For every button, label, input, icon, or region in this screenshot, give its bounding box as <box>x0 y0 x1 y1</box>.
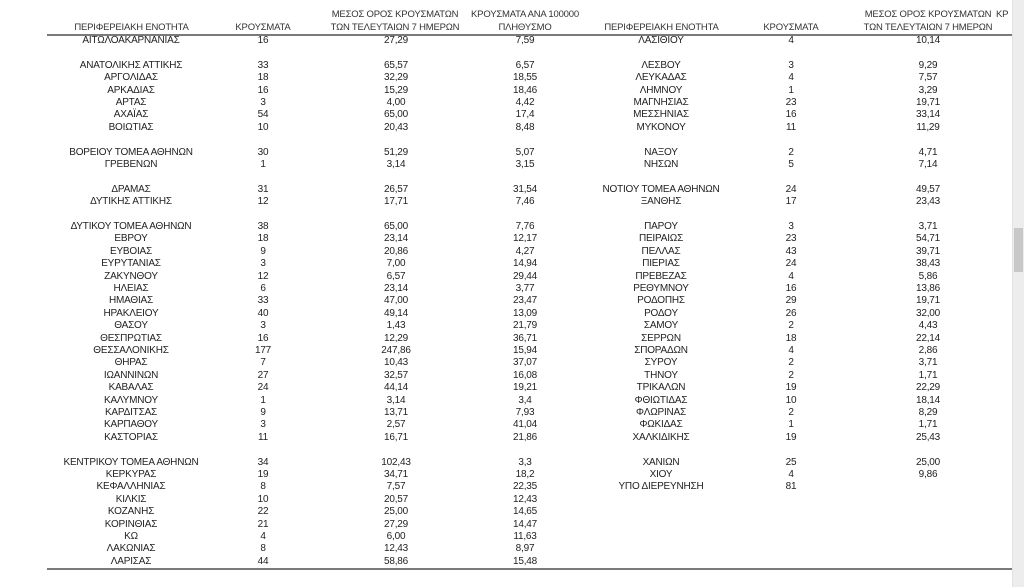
cell-avg7: 11,29 <box>916 121 940 133</box>
cell-region: ΕΥΒΟΙΑΣ <box>109 245 153 257</box>
cell-per100k: 6,57 <box>515 59 535 71</box>
cell-cases: 24 <box>785 258 797 270</box>
cell-cases: 16 <box>785 283 797 294</box>
cell-cases: 9 <box>260 407 266 418</box>
cell-avg7: 6,00 <box>386 531 406 542</box>
cell-avg7: 47,00 <box>383 295 409 307</box>
cell-per100k: 18,2 <box>515 469 535 480</box>
cell-avg7: 38,43 <box>915 258 941 270</box>
cell-cases: 21 <box>257 518 269 530</box>
cell-cases: 3 <box>788 221 794 232</box>
cell-region: ΚΑΒΑΛΑΣ <box>108 382 154 394</box>
cell-region: ΑΝΑΤΟΛΙΚΗΣ ΑΤΤΙΚΗΣ <box>79 59 183 71</box>
cell-region: ΝΗΣΩΝ <box>643 159 679 170</box>
cell-region: ΜΥΚΟΝΟΥ <box>636 121 686 133</box>
cell-region: ΗΛΕΙΑΣ <box>113 283 149 294</box>
cell-avg7: 32,29 <box>383 72 409 84</box>
header-per100k-line2: ΠΛΗΘΥΣΜΟ <box>498 22 552 33</box>
cell-avg7: 6,57 <box>386 270 406 282</box>
cell-cases: 2 <box>788 320 794 332</box>
cell-avg7: 4,71 <box>918 146 938 158</box>
cell-region: ΜΕΣΣΗΝΙΑΣ <box>633 109 689 121</box>
cell-cases: 16 <box>257 35 269 46</box>
cell-region: ΜΑΓΝΗΣΙΑΣ <box>633 97 689 108</box>
cell-cases: 177 <box>254 345 272 356</box>
cell-cases: 7 <box>260 357 266 369</box>
cell-avg7: 102,43 <box>381 456 411 468</box>
header-avg7-right-line1: ΜΕΣΟΣ ΟΡΟΣ ΚΡΟΥΣΜΑΤΩΝ <box>864 9 992 20</box>
cell-region: ΑΧΑΪΑΣ <box>113 109 149 121</box>
cell-cases: 18 <box>257 72 269 84</box>
cell-cases: 33 <box>257 295 269 307</box>
header-avg7-line2: ΤΩΝ ΤΕΛΕΥΤΑΙΩΝ 7 ΗΜΕΡΩΝ <box>330 22 460 33</box>
cell-avg7: 2,86 <box>918 345 938 356</box>
cell-cases: 11 <box>258 431 268 443</box>
cell-avg7: 247,86 <box>381 345 411 356</box>
cell-cases: 29 <box>785 295 797 307</box>
cell-avg7: 7,00 <box>386 258 406 270</box>
cell-per100k: 15,94 <box>512 345 538 356</box>
cell-cases: 4 <box>788 270 794 282</box>
cell-avg7: 12,43 <box>383 543 409 555</box>
cell-region: ΔΡΑΜΑΣ <box>111 183 151 195</box>
cell-avg7: 27,29 <box>383 518 409 530</box>
cell-per100k: 4,27 <box>515 245 535 257</box>
cell-region: ΛΑΚΩΝΙΑΣ <box>106 543 156 555</box>
cell-region: ΘΗΡΑΣ <box>114 357 148 369</box>
cell-cases: 2 <box>788 369 794 381</box>
cell-region: ΛΕΥΚΑΔΑΣ <box>635 72 687 84</box>
cell-cases: 19 <box>785 382 797 394</box>
cell-region: ΚΑΡΠΑΘΟΥ <box>104 419 158 431</box>
cell-avg7: 7,57 <box>918 72 938 84</box>
cell-cases: 12 <box>257 196 269 208</box>
cell-per100k: 14,65 <box>512 506 538 518</box>
cell-avg7: 25,43 <box>915 431 941 443</box>
cell-avg7: 4,00 <box>386 97 406 108</box>
cell-cases: 34 <box>257 456 269 468</box>
cell-per100k: 22,35 <box>512 481 538 493</box>
cell-per100k: 4,42 <box>515 97 535 108</box>
cell-region: ΔΥΤΙΚΗΣ ΑΤΤΙΚΗΣ <box>90 196 172 208</box>
cell-cases: 2 <box>788 407 794 418</box>
cell-avg7: 22,29 <box>915 382 941 394</box>
cell-per100k: 8,97 <box>515 543 535 555</box>
cell-region: ΔΥΤΙΚΟΥ ΤΟΜΕΑ ΑΘΗΝΩΝ <box>70 221 192 232</box>
cell-region: ΒΟΡΕΙΟΥ ΤΟΜΕΑ ΑΘΗΝΩΝ <box>69 146 193 158</box>
cell-region: ΚΙΛΚΙΣ <box>115 493 147 505</box>
cell-cases: 4 <box>788 345 794 356</box>
cell-avg7: 20,57 <box>383 493 409 505</box>
cell-per100k: 37,07 <box>512 357 538 369</box>
cell-per100k: 18,55 <box>512 72 538 84</box>
cell-avg7: 22,14 <box>915 332 941 344</box>
cell-region: ΑΙΤΩΛΟΑΚΑΡΝΑΝΙΑΣ <box>82 35 180 46</box>
cell-region: ΠΕΛΛΑΣ <box>641 245 681 257</box>
cell-region: ΣΥΡΟΥ <box>644 357 678 369</box>
cell-region: ΣΠΟΡΑΔΩΝ <box>634 345 688 356</box>
cell-cases: 4 <box>788 35 794 46</box>
cell-cases: 18 <box>785 332 797 344</box>
cell-cases: 6 <box>260 283 266 294</box>
cell-cases: 4 <box>788 469 794 480</box>
cell-cases: 16 <box>785 109 797 121</box>
cell-per100k: 7,46 <box>515 196 535 208</box>
cell-avg7: 3,14 <box>386 159 406 170</box>
cell-cases: 8 <box>260 481 266 493</box>
cell-cases: 3 <box>260 258 266 270</box>
cell-per100k: 12,43 <box>512 493 538 505</box>
cell-cases: 19 <box>257 469 269 480</box>
cell-cases: 10 <box>785 394 797 406</box>
cell-per100k: 3,15 <box>515 159 535 170</box>
cell-avg7: 65,00 <box>383 221 409 232</box>
cell-avg7: 65,57 <box>383 59 409 71</box>
cell-cases: 16 <box>257 332 269 344</box>
cell-region: ΗΜΑΘΙΑΣ <box>108 295 154 307</box>
cell-cases: 3 <box>788 59 794 71</box>
cell-region: ΡΟΔΟΠΗΣ <box>637 295 685 307</box>
cell-region: ΚΑΣΤΟΡΙΑΣ <box>104 431 158 443</box>
cell-cases: 19 <box>785 431 797 443</box>
cell-avg7: 58,86 <box>383 555 409 567</box>
header-per100k-right-cut: ΚΡ <box>996 9 1009 20</box>
cell-cases: 25 <box>785 456 797 468</box>
cell-region: ΝΟΤΙΟΥ ΤΟΜΕΑ ΑΘΗΝΩΝ <box>602 183 720 195</box>
cell-cases: 11 <box>786 121 796 133</box>
cell-avg7: 13,71 <box>383 407 409 418</box>
cell-cases: 18 <box>257 233 269 245</box>
cell-region: ΦΩΚΙΔΑΣ <box>639 419 683 431</box>
cell-region: ΤΡΙΚΑΛΩΝ <box>636 382 686 394</box>
cell-avg7: 15,29 <box>383 84 409 96</box>
cell-cases: 40 <box>257 307 269 319</box>
cell-per100k: 16,08 <box>512 369 538 381</box>
cell-cases: 24 <box>257 382 269 394</box>
cell-avg7: 27,29 <box>383 35 409 46</box>
cell-region: ΚΑΛΥΜΝΟΥ <box>103 394 159 406</box>
header-per100k-line1: ΚΡΟΥΣΜΑΤΑ ΑΝΑ 100000 <box>471 9 579 20</box>
cell-per100k: 5,07 <box>515 146 535 158</box>
cell-avg7: 10,43 <box>383 357 409 369</box>
cell-avg7: 1,71 <box>918 369 938 381</box>
cell-per100k: 14,47 <box>512 518 538 530</box>
cell-avg7: 20,86 <box>383 245 409 257</box>
cell-avg7: 16,71 <box>383 431 409 443</box>
cell-avg7: 3,14 <box>386 394 406 406</box>
cell-avg7: 3,71 <box>918 221 938 232</box>
cell-per100k: 17,4 <box>515 109 535 121</box>
header-region-right: ΠΕΡΙΦΕΡΕΙΑΚΗ ΕΝΟΤΗΤΑ <box>604 22 719 33</box>
cell-region: ΠΙΕΡΙΑΣ <box>642 258 680 270</box>
cell-region: ΕΒΡΟΥ <box>114 233 148 245</box>
cell-per100k: 3,77 <box>515 283 535 294</box>
cell-region: ΧΑΛΚΙΔΙΚΗΣ <box>632 431 690 443</box>
cell-region: ΘΕΣΠΡΩΤΙΑΣ <box>100 332 162 344</box>
cell-avg7: 49,14 <box>383 307 409 319</box>
cell-region: ΚΕΝΤΡΙΚΟΥ ΤΟΜΕΑ ΑΘΗΝΩΝ <box>63 456 199 468</box>
cell-cases: 24 <box>785 183 797 195</box>
cell-region: ΗΡΑΚΛΕΙΟΥ <box>103 307 159 319</box>
header-cases: ΚΡΟΥΣΜΑΤΑ <box>235 22 291 33</box>
cell-per100k: 15,48 <box>512 555 538 567</box>
cell-avg7: 9,86 <box>918 469 938 480</box>
cell-cases: 33 <box>257 59 269 71</box>
cell-avg7: 3,29 <box>918 84 938 96</box>
cell-avg7: 32,00 <box>915 307 941 319</box>
cell-avg7: 2,57 <box>386 419 406 431</box>
cell-cases: 43 <box>785 245 797 257</box>
cell-region: ΖΑΚΥΝΘΟΥ <box>104 270 158 282</box>
cell-avg7: 10,14 <box>915 35 941 46</box>
cell-per100k: 21,86 <box>512 431 538 443</box>
cell-cases: 17 <box>785 196 797 208</box>
cell-per100k: 13,09 <box>512 307 538 319</box>
cell-region: ΒΟΙΩΤΙΑΣ <box>108 121 154 133</box>
header-cases-right: ΚΡΟΥΣΜΑΤΑ <box>763 22 819 33</box>
cell-cases: 12 <box>257 270 269 282</box>
cell-region: ΛΕΣΒΟΥ <box>641 59 681 71</box>
cell-region: ΙΩΑΝΝΙΝΩΝ <box>103 369 159 381</box>
cell-region: ΦΘΙΩΤΙΔΑΣ <box>634 394 688 406</box>
cell-avg7: 7,14 <box>918 159 938 170</box>
cell-region: ΘΑΣΟΥ <box>114 320 148 332</box>
footer-rule <box>47 568 1013 570</box>
cell-per100k: 12,17 <box>512 233 538 245</box>
cell-avg7: 20,43 <box>383 121 409 133</box>
cell-cases: 31 <box>257 183 269 195</box>
cell-avg7: 3,71 <box>918 357 938 369</box>
cell-cases: 26 <box>785 307 797 319</box>
cell-avg7: 5,86 <box>918 270 938 282</box>
cell-avg7: 51,29 <box>383 146 409 158</box>
cell-region: ΚΕΡΚΥΡΑΣ <box>105 469 157 480</box>
cell-avg7: 19,71 <box>915 295 941 307</box>
cell-avg7: 39,71 <box>915 245 941 257</box>
header-avg7-line1: ΜΕΣΟΣ ΟΡΟΣ ΚΡΟΥΣΜΑΤΩΝ <box>331 9 459 20</box>
cell-per100k: 7,59 <box>515 35 535 46</box>
cell-per100k: 29,44 <box>512 270 538 282</box>
cell-cases: 4 <box>788 72 794 84</box>
cell-region: ΚΟΖΑΝΗΣ <box>107 506 155 518</box>
cell-avg7: 34,71 <box>383 469 409 480</box>
cell-region: ΚΕΦΑΛΛΗΝΙΑΣ <box>96 481 166 493</box>
cell-per100k: 19,21 <box>512 382 538 394</box>
cell-region: ΤΗΝΟΥ <box>644 369 678 381</box>
cell-cases: 3 <box>260 419 266 431</box>
cell-region: ΛΗΜΝΟΥ <box>639 84 683 96</box>
cell-per100k: 23,47 <box>512 295 538 307</box>
cell-per100k: 8,48 <box>515 121 535 133</box>
cell-avg7: 33,14 <box>915 109 941 121</box>
cell-cases: 10 <box>257 493 269 505</box>
cell-avg7: 32,57 <box>383 369 409 381</box>
cell-region: ΡΟΔΟΥ <box>644 307 678 319</box>
cell-cases: 9 <box>260 245 266 257</box>
cell-region: ΣΑΜΟΥ <box>643 320 679 332</box>
cell-avg7: 65,00 <box>383 109 409 121</box>
cell-avg7: 17,71 <box>383 196 409 208</box>
header-region: ΠΕΡΙΦΕΡΕΙΑΚΗ ΕΝΟΤΗΤΑ <box>74 22 189 33</box>
cell-region: ΕΥΡΥΤΑΝΙΑΣ <box>101 258 161 270</box>
cell-cases: 16 <box>257 84 269 96</box>
cell-cases: 4 <box>260 531 266 542</box>
cell-per100k: 7,93 <box>515 407 535 418</box>
cell-per100k: 41,04 <box>512 419 538 431</box>
cell-per100k: 11,63 <box>513 531 537 542</box>
cell-cases: 1 <box>260 159 266 170</box>
cell-cases: 27 <box>257 369 269 381</box>
cell-cases: 10 <box>257 121 269 133</box>
cell-avg7: 54,71 <box>915 233 941 245</box>
cell-cases: 3 <box>260 320 266 332</box>
cell-region: ΧΑΝΙΩΝ <box>642 456 680 468</box>
cell-avg7: 25,00 <box>383 506 409 518</box>
scrollbar-thumb[interactable] <box>1014 228 1023 272</box>
cell-per100k: 31,54 <box>512 183 538 195</box>
cell-region: ΠΕΙΡΑΙΩΣ <box>638 233 684 245</box>
cell-cases: 2 <box>788 357 794 369</box>
cell-cases: 1 <box>260 394 266 406</box>
cell-avg7: 18,14 <box>915 394 941 406</box>
cell-cases: 54 <box>257 109 269 121</box>
cell-region: ΛΑΣΙΘΙΟΥ <box>638 35 684 46</box>
cell-region: ΞΑΝΘΗΣ <box>640 196 682 208</box>
cell-region: ΚΩ <box>124 531 138 542</box>
cell-avg7: 26,57 <box>383 183 409 195</box>
cell-avg7: 4,43 <box>918 320 938 332</box>
cell-region: ΓΡΕΒΕΝΩΝ <box>104 159 158 170</box>
cell-cases: 81 <box>785 481 797 493</box>
cell-region: ΡΕΘΥΜΝΟΥ <box>633 283 689 294</box>
cell-cases: 23 <box>785 97 797 108</box>
cell-cases: 38 <box>257 221 269 232</box>
cell-avg7: 23,14 <box>383 283 409 294</box>
cell-cases: 44 <box>257 555 269 567</box>
cell-region: ΥΠΟ ΔΙΕΡΕΥΝΗΣΗ <box>618 481 704 493</box>
cell-avg7: 44,14 <box>383 382 409 394</box>
cell-cases: 8 <box>260 543 266 555</box>
cell-region: ΘΕΣΣΑΛΟΝΙΚΗΣ <box>93 345 169 356</box>
cell-region: ΑΡΓΟΛΙΔΑΣ <box>104 72 158 84</box>
cell-region: ΦΛΩΡΙΝΑΣ <box>635 407 687 418</box>
cell-avg7: 23,43 <box>915 196 941 208</box>
cell-region: ΣΕΡΡΩΝ <box>641 332 681 344</box>
cell-avg7: 1,71 <box>918 419 938 431</box>
cell-cases: 3 <box>260 97 266 108</box>
cell-region: ΠΡΕΒΕΖΑΣ <box>635 270 687 282</box>
cell-cases: 2 <box>788 146 794 158</box>
cell-region: ΧΙΟΥ <box>649 469 673 480</box>
cell-region: ΑΡΚΑΔΙΑΣ <box>107 84 155 96</box>
cell-cases: 1 <box>788 419 794 431</box>
cell-per100k: 21,79 <box>512 320 538 332</box>
cell-avg7: 19,71 <box>915 97 941 108</box>
cell-avg7: 7,57 <box>386 481 406 493</box>
cell-avg7: 23,14 <box>383 233 409 245</box>
cell-per100k: 36,71 <box>512 332 538 344</box>
cell-avg7: 1,43 <box>386 320 406 332</box>
cell-avg7: 8,29 <box>918 407 938 418</box>
cell-region: ΚΟΡΙΝΘΙΑΣ <box>104 518 158 530</box>
cell-region: ΑΡΤΑΣ <box>115 97 147 108</box>
vertical-scrollbar[interactable] <box>1012 0 1024 587</box>
cell-region: ΝΑΞΟΥ <box>644 146 678 158</box>
cell-cases: 22 <box>257 506 269 518</box>
header-avg7-right-line2: ΤΩΝ ΤΕΛΕΥΤΑΙΩΝ 7 ΗΜΕΡΩΝ <box>863 22 993 33</box>
cell-avg7: 13,86 <box>915 283 941 294</box>
cell-per100k: 14,94 <box>512 258 538 270</box>
cell-per100k: 18,46 <box>512 84 538 96</box>
cell-cases: 5 <box>788 159 794 170</box>
cell-region: ΚΑΡΔΙΤΣΑΣ <box>104 407 158 418</box>
cell-per100k: 3,3 <box>518 456 532 468</box>
cell-avg7: 49,57 <box>915 183 941 195</box>
cell-region: ΛΑΡΙΣΑΣ <box>110 555 152 567</box>
cell-avg7: 9,29 <box>918 59 938 71</box>
cell-avg7: 12,29 <box>383 332 409 344</box>
cell-cases: 1 <box>788 84 794 96</box>
cell-per100k: 3,4 <box>518 394 532 406</box>
cell-avg7: 25,00 <box>915 456 941 468</box>
cell-cases: 30 <box>257 146 269 158</box>
cell-cases: 23 <box>785 233 797 245</box>
cell-region: ΠΑΡΟΥ <box>644 221 678 232</box>
cell-per100k: 7,76 <box>515 221 535 232</box>
